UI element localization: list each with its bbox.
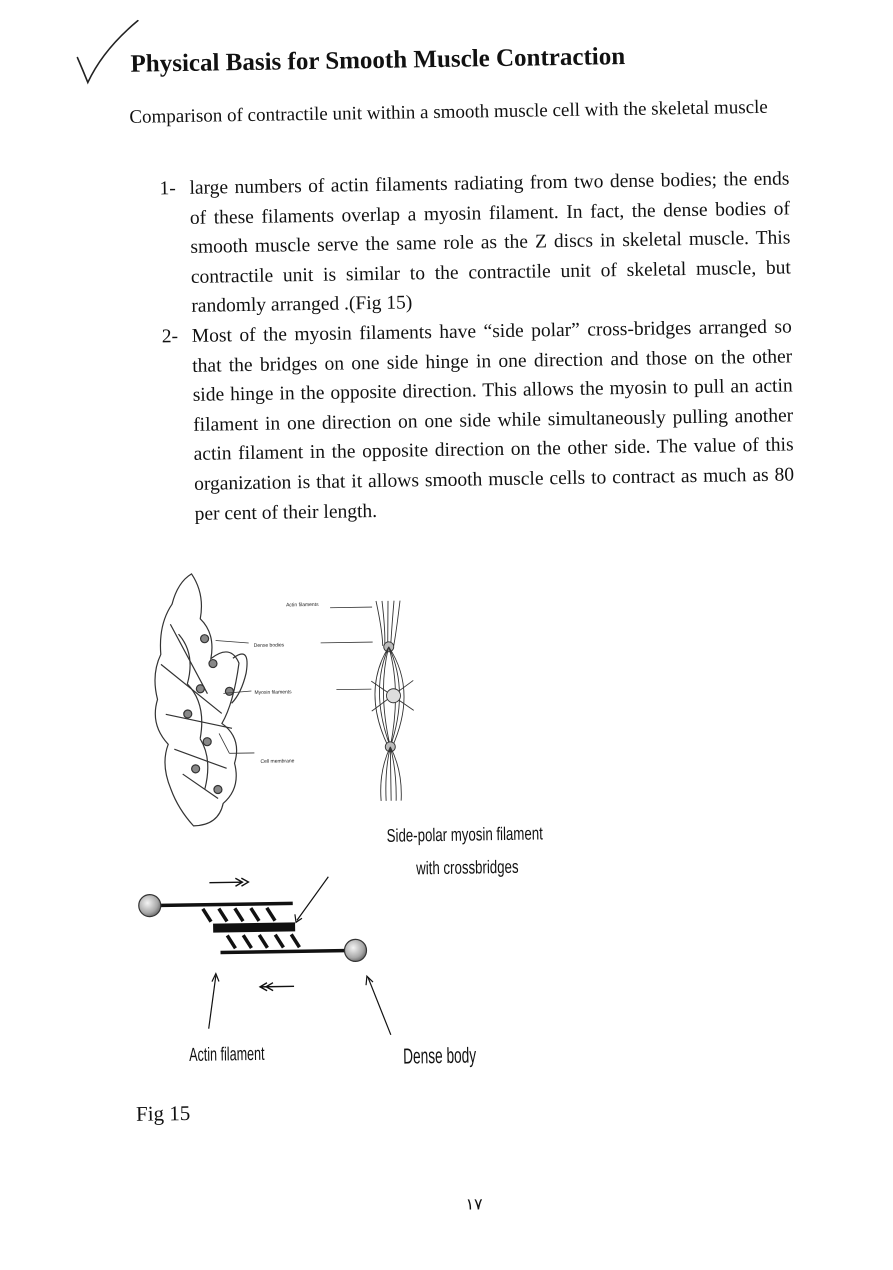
label-actin-filament: Actin filament [189,1043,265,1065]
page-number: ١٧ [465,1194,482,1214]
numbered-list [159,164,795,529]
label-dense-body: Dense body [403,1043,477,1068]
label-side-polar-line1: Side-polar myosin filament [387,825,544,847]
page-title: Physical Basis for Smooth Muscle Contraction [130,43,625,79]
list-item [159,164,791,322]
figure-caption: Fig 15 [136,1101,191,1127]
label-side-polar-line2: with crossbridges [415,858,518,879]
list-item-number: 1- [159,174,176,204]
list-item [162,312,795,529]
figure-15 [119,558,547,1085]
list-item-text: large numbers of actin filaments radiating from two dense bodies; the ends of these filaments overlap a myosin filament. In fact, the dense bodies of smooth muscle serve the same role as the Z discs in skeletal muscle. This contractile unit is similar to the contractile unit of skeletal muscle, but randomly arranged .(Fig 15) [189,168,791,317]
label-cell-membrane: Cell membrane [260,758,294,765]
contractile-unit-illustration [370,600,415,801]
crossbridge-schematic [138,876,390,1039]
intro-paragraph: Comparison of contractile unit within a smooth muscle cell with the skeletal muscle [129,93,779,133]
label-dense-bodies: Dense bodies [254,642,285,648]
list-item-number: 2- [162,322,179,352]
smooth-muscle-cell-illustration [153,573,249,826]
list-item-text: Most of the myosin filaments have “side polar” cross-bridges arranged so that the bridges on one side hinge in one direction and those on the other side hinge in the opposite direction. This allows the myosin to pull an actin filament in one direction on one side while simultaneously pulling another actin filament in the opposite direction on the other side. The value of this organization is that it allows smooth muscle cells to contract as much as 80 per cent of their length. [192,316,795,524]
label-actin-filaments: Actin filaments [286,602,319,609]
label-myosin-filaments: Myosin filaments [254,689,292,696]
